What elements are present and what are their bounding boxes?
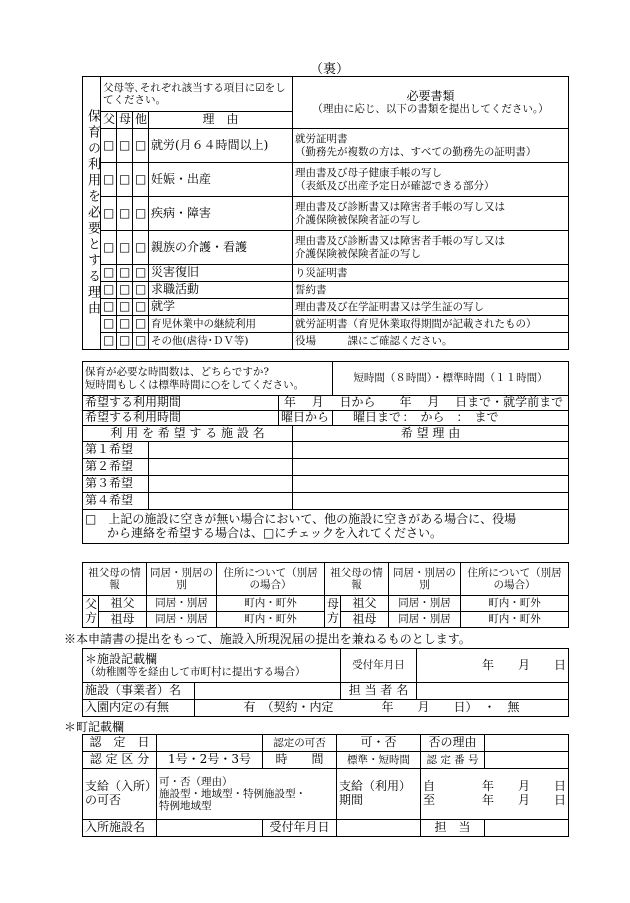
residence-header: 同居・別居の別 (147, 563, 217, 596)
checkbox-mother[interactable]: □ (117, 282, 133, 299)
residence-header: 同居・別居の別 (389, 563, 461, 596)
father-side-label: 父方 (83, 596, 99, 628)
time-label: 希望する利用時間 (83, 411, 279, 426)
table-row (83, 459, 569, 476)
checkbox-mother[interactable]: □ (117, 333, 133, 350)
doc-line-1: 誓約書 (293, 282, 569, 299)
checkbox-father[interactable]: □ (101, 316, 117, 333)
other-facility-line-2: から連絡を希望する場合は、□にチェックを入れてください。 (107, 525, 442, 540)
time-field[interactable]: 標準・短時間 (337, 752, 421, 769)
choice-label: 第１希望 (83, 442, 149, 459)
received-date-label: 受付年月日 (341, 649, 417, 683)
entry-facility-label: 入所施設名 (83, 820, 157, 837)
reason-field[interactable] (293, 493, 569, 510)
other-facility-line-1: □ 上記の施設に空きが無い場合において、他の施設に空きがある場合に、役場 (85, 511, 517, 526)
reason-label: 就労(月６４時間以上) (149, 129, 293, 163)
page-side-label: （裏） (310, 62, 350, 77)
checkbox-mother[interactable]: □ (117, 129, 133, 163)
entry-facility-field[interactable] (157, 820, 263, 837)
choice-label: 第２希望 (83, 459, 149, 476)
doc-line-2: 介護保険被保険者証の写し (295, 247, 422, 260)
to-date-value: 年 月 日 (481, 793, 566, 807)
town-received-field[interactable] (337, 820, 421, 837)
reason-label: 求職活動 (149, 282, 293, 299)
doc-line-2: （勤務先が複数の方は、すべての勤務先の証明書） (295, 145, 537, 158)
table-row (83, 129, 569, 163)
support-value-2[interactable]: 施設型・地域型・特例施設型・ (159, 787, 306, 800)
reasons-table (82, 76, 569, 350)
residence-option[interactable]: 同居・別居 (147, 612, 217, 628)
grandmother-label: 祖母 (341, 612, 389, 628)
reasons-instruction: 父母等､それぞれ該当する項目に☑をしてください。 (101, 77, 293, 112)
to-date-row[interactable] (423, 794, 566, 808)
checkbox-other[interactable]: □ (133, 282, 149, 299)
checkbox-father[interactable]: □ (101, 333, 117, 350)
checkbox-mother[interactable]: □ (117, 265, 133, 282)
col-father: 父 (101, 112, 117, 129)
hours-options[interactable]: 短時間（８時間）・標準時間（１１時間） (333, 362, 569, 396)
reason-label: 妊娠・出産 (149, 163, 293, 197)
residence-option[interactable]: 同居・別居 (147, 596, 217, 612)
table-row (83, 316, 569, 333)
support-value-1[interactable]: 可・否（理由） (159, 775, 233, 788)
table-row (83, 333, 569, 350)
doc-line-2: 介護保険被保険者証の写し (295, 213, 422, 226)
to-label: 至 (423, 793, 436, 807)
checkbox-father[interactable]: □ (101, 265, 117, 282)
checkbox-other[interactable]: □ (133, 333, 149, 350)
grandparents-table (82, 562, 569, 628)
table-row (83, 493, 569, 510)
doc-line-1: 就労証明書（育児休業取得期間が記載されたもの） (293, 316, 569, 333)
reason-label: 災害復旧 (149, 265, 293, 282)
cert-number-field[interactable] (485, 752, 569, 769)
address-option[interactable]: 町内・町外 (461, 612, 569, 628)
doc-line-1: 理由書及び診断書又は障害者手帳の写し又は (295, 201, 506, 214)
reason-label: その他(虐待･ＤＶ等) (149, 333, 293, 350)
cert-ok-field[interactable]: 可・否 (337, 735, 421, 752)
doc-line-1: 理由書及び診断書又は障害者手帳の写し又は (295, 235, 506, 248)
from-date-row[interactable] (423, 780, 566, 794)
reason-label: 就学 (149, 299, 293, 316)
facility-field[interactable] (149, 476, 293, 493)
table-row (83, 163, 569, 197)
residence-option[interactable]: 同居・別居 (389, 596, 461, 612)
facility-field[interactable] (149, 493, 293, 510)
cert-number-label: 認 定 番 号 (421, 752, 485, 769)
checkbox-father[interactable]: □ (101, 197, 117, 231)
mother-side-label: 母方 (325, 596, 341, 628)
from-date-value: 年 月 日 (481, 779, 566, 794)
checkbox-other[interactable]: □ (133, 299, 149, 316)
col-mother: 母 (117, 112, 133, 129)
period-label: 希望する利用期間 (83, 396, 279, 411)
period-field[interactable]: 年 月 日から 年 月 日まで・就学前まで (279, 396, 569, 411)
submission-note: ※本申請書の提出をもって、施設入所現況届の提出を兼ねるものとします。 (64, 632, 471, 646)
checkbox-father[interactable]: □ (101, 129, 117, 163)
reason-header: 希 望 理 由 (293, 426, 569, 442)
table-row (83, 231, 569, 265)
reason-no-field[interactable] (485, 735, 569, 752)
col-other: 他 (133, 112, 149, 129)
hours-table (82, 361, 569, 544)
checkbox-father[interactable]: □ (101, 231, 117, 265)
reason-label: 親族の介護・看護 (149, 231, 293, 265)
table-row (83, 442, 569, 459)
doc-line-1: り災証明書 (293, 265, 569, 282)
doc-line-1: 理由書及び母子健康手帳の写し (295, 167, 443, 180)
doc-line-1: 就労証明書 (295, 133, 348, 146)
checkbox-father[interactable]: □ (101, 163, 117, 197)
admission-label: 入園内定の有無 (83, 700, 195, 717)
town-entry-table (82, 734, 569, 837)
support-value-3[interactable]: 特例地域型 (159, 800, 212, 813)
from-label: 自 (423, 779, 436, 794)
reason-field[interactable] (293, 442, 569, 459)
hours-question-1: 保育が必要な時間数は、どちらですか? (85, 366, 270, 379)
address-header: 住所について（別居の場合） (461, 563, 569, 596)
docs-subtitle: （理由に応じ、以下の書類を提出してください。） (312, 103, 549, 116)
admission-field[interactable]: 有 （契約・内定 年 月 日） ・ 無 (195, 700, 569, 717)
facility-entry-title: ＊施設記載欄 (85, 651, 158, 666)
town-staff-field[interactable] (485, 820, 569, 837)
reason-label: 疾病・障害 (149, 197, 293, 231)
checkbox-other[interactable]: □ (133, 129, 149, 163)
docs-title: 必要書類 (406, 88, 455, 103)
checkbox-mother[interactable]: □ (117, 231, 133, 265)
doc-line-1: 役場 課にご確認ください。 (293, 333, 569, 350)
address-option[interactable]: 町内・町外 (461, 596, 569, 612)
grandmother-label: 祖母 (99, 612, 147, 628)
reason-field[interactable] (293, 476, 569, 493)
received-date-field[interactable]: 年 月 日 (417, 649, 569, 683)
address-option[interactable]: 町内・町外 (217, 612, 325, 628)
facility-entry-table (82, 648, 569, 717)
checkbox-mother[interactable]: □ (117, 197, 133, 231)
address-option[interactable]: 町内・町外 (217, 596, 325, 612)
facility-name-label: 施設（事業者）名 (83, 683, 195, 700)
facility-header: 利 用 を 希 望 す る 施 設 名 (83, 426, 293, 442)
choice-label: 第４希望 (83, 493, 149, 510)
residence-option[interactable]: 同居・別居 (389, 612, 461, 628)
checkbox-other[interactable]: □ (133, 316, 149, 333)
cert-class-label: 認 定 区 分 (83, 752, 157, 769)
reasons-vertical-label: 保育の利用を必要とする理由 (83, 77, 101, 350)
checkbox-other[interactable]: □ (133, 163, 149, 197)
town-staff-label: 担 当 (421, 820, 485, 837)
choice-label: 第３希望 (83, 476, 149, 493)
address-header: 住所について（別居の場合） (217, 563, 325, 596)
reason-no-label: 否の理由 (421, 735, 485, 752)
time-label: 時 間 (263, 752, 337, 769)
facility-field[interactable] (149, 459, 293, 476)
doc-line-1: 理由書及び在学証明書又は学生証の写し (293, 299, 569, 316)
other-facility-note[interactable] (83, 510, 569, 544)
table-row (83, 299, 569, 316)
checkbox-father[interactable]: □ (101, 282, 117, 299)
cert-ok-label: 認定の可否 (263, 735, 337, 752)
grandfather-label: 祖父 (341, 596, 389, 612)
facility-name-field[interactable] (195, 683, 341, 700)
town-received-label: 受付年月日 (263, 820, 337, 837)
col-reason: 理 由 (149, 112, 293, 129)
hours-question-2: 短時間もしくは標準時間に○をしてください。 (85, 378, 305, 391)
support-label: 支給（入所）の可否 (83, 769, 157, 820)
table-row (83, 197, 569, 231)
cert-date-label: 認 定 日 (83, 735, 157, 752)
maternal-info-label: 祖父母の情報 (325, 563, 389, 596)
checkbox-other[interactable]: □ (133, 197, 149, 231)
facility-field[interactable] (149, 442, 293, 459)
doc-line-2: （表紙及び出産予定日が確認できる部分） (295, 179, 495, 192)
checkbox-other[interactable]: □ (133, 231, 149, 265)
reason-field[interactable] (293, 459, 569, 476)
checkbox-other[interactable]: □ (133, 265, 149, 282)
docs-header (293, 77, 569, 129)
support-period-label: 支給（利用）期間 (337, 769, 421, 820)
staff-name-field[interactable] (417, 683, 569, 700)
cert-class-field[interactable]: 1号・2号・3号 (157, 752, 263, 769)
paternal-info-label: 祖父母の情報 (83, 563, 147, 596)
checkbox-mother[interactable]: □ (117, 299, 133, 316)
cert-date-field[interactable] (157, 735, 263, 752)
table-row (83, 476, 569, 493)
table-row (83, 282, 569, 299)
staff-name-label: 担 当 者 名 (341, 683, 417, 700)
table-row (83, 265, 569, 282)
grandfather-label: 祖父 (99, 596, 147, 612)
time-field[interactable]: ： から ： まで (333, 411, 569, 426)
checkbox-mother[interactable]: □ (117, 163, 133, 197)
town-entry-title: ＊町記載欄 (64, 720, 125, 734)
checkbox-mother[interactable]: □ (117, 316, 133, 333)
checkbox-father[interactable]: □ (101, 299, 117, 316)
facility-entry-subtitle: （幼稚園等を経由して市町村に提出する場合） (85, 666, 306, 679)
reason-label: 育児休業中の継続利用 (149, 316, 293, 333)
time-days-field[interactable]: 曜日から 曜日まで (279, 411, 333, 426)
